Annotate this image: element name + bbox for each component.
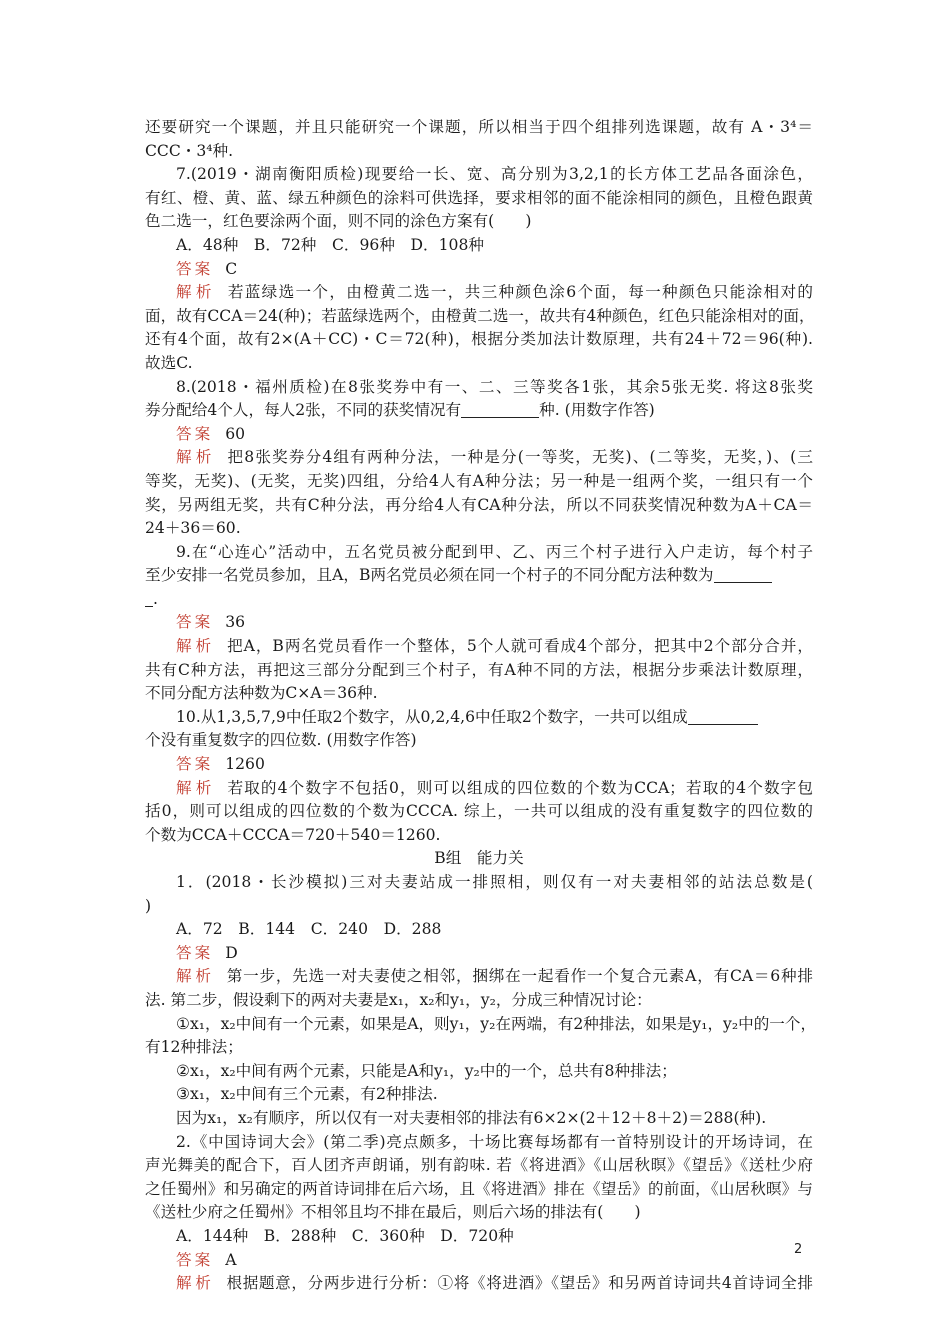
text-line xyxy=(145,140,813,164)
line-text: 共有C种方法，再把这三部分分配到三个村子，有A种不同的方法，根据分步乘法计数原理， xyxy=(145,660,813,679)
line-text: 有12种排法； xyxy=(145,1038,243,1057)
line-text: 第一步，先选一对夫妻使之相邻，捆绑在一起看作一个复合元素A，有CA＝6种排 xyxy=(226,967,813,986)
text-line xyxy=(145,1201,813,1225)
line-text: CCC・3⁴种. xyxy=(145,141,234,160)
text-line xyxy=(145,163,813,187)
text-line xyxy=(145,777,813,801)
text-line xyxy=(145,1272,813,1296)
text-line xyxy=(145,942,813,966)
text-line xyxy=(145,1083,813,1107)
line-text: 还要研究一个课题，并且只能研究一个课题，所以相当于四个组排列选课题，故有 A・3⁴＝ xyxy=(145,118,813,136)
line-text: 色二选一，红色要涂两个面，则不同的涂色方案有( ) xyxy=(145,212,532,231)
text-line xyxy=(145,918,813,942)
text-line xyxy=(145,1013,817,1037)
line-text: 36 xyxy=(225,613,246,632)
fill-in-blank xyxy=(145,590,153,607)
text-line xyxy=(145,470,813,494)
analysis-label: 解析 xyxy=(176,637,216,656)
line-text: 有红、橙、黄、蓝、绿五种颜色的涂料可供选择，要求相邻的面不能涂相同的颜色，且橙色跟黄 xyxy=(145,188,813,207)
line-text: 法. 第二步，假设剩下的两对夫妻是x₁，x₂和y₁，y₂，分成三种情况讨论： xyxy=(145,990,652,1009)
text-line xyxy=(145,682,813,706)
text-line xyxy=(145,210,813,234)
text-line xyxy=(145,399,813,423)
analysis-label: 解析 xyxy=(176,967,215,986)
text-line xyxy=(145,541,813,565)
document-body xyxy=(145,116,817,1296)
line-text: A xyxy=(225,1250,237,1269)
page-number: 2 xyxy=(794,1242,803,1257)
text-line xyxy=(145,1107,813,1131)
text-line xyxy=(145,965,813,989)
text-line xyxy=(145,1060,813,1084)
text-line xyxy=(145,895,813,919)
line-text: 2.《中国诗词大会》(第二季)亮点颇多，十场比赛每场都有一首特别设计的开场诗词，在 xyxy=(176,1132,813,1151)
line-text: 个数为CCA＋CCCA＝720＋540＝1260. xyxy=(145,825,441,844)
text-line xyxy=(145,1249,813,1273)
fill-in-blank xyxy=(688,708,758,725)
text-line xyxy=(145,1154,813,1178)
text-line xyxy=(145,611,813,635)
analysis-label: 解析 xyxy=(176,448,216,467)
line-text-after-blank: . xyxy=(153,589,158,608)
text-line xyxy=(145,1036,813,1060)
line-text: 1．(2018・长沙模拟)三对夫妻站成一排照相，则仅有一对夫妻相邻的站法总数是( xyxy=(176,873,813,891)
text-line xyxy=(145,494,813,518)
text-line xyxy=(145,753,813,777)
line-text: 因为x₁，x₂有顺序，所以仅有一对夫妻相邻的排法有6×2×(2＋12＋8＋2)＝288(种). xyxy=(176,1108,767,1127)
text-line xyxy=(145,1131,813,1155)
line-text: 8.(2018・福州质检)在8张奖券中有一、二、三等奖各1张，其余5张无奖. 将这8张奖 xyxy=(176,377,813,396)
line-text: 若蓝绿选一个，由橙黄二选一，共三种颜色涂6个面，每一种颜色只能涂相对的 xyxy=(227,283,813,302)
text-line xyxy=(145,635,813,659)
answer-label: 答案 xyxy=(176,755,214,774)
text-line xyxy=(145,800,813,824)
text-line xyxy=(145,328,813,352)
line-text: C xyxy=(225,259,238,278)
text-line xyxy=(145,989,813,1013)
line-text: 1260 xyxy=(225,755,265,774)
line-text: ) xyxy=(145,896,152,915)
text-line xyxy=(145,376,813,400)
analysis-label: 解析 xyxy=(176,778,216,797)
line-text: 面，故有CCA＝24(种)；若蓝绿选两个，由橙黄二选一，故共有4种颜色，红色只能涂相对的面， xyxy=(145,306,815,325)
text-line xyxy=(145,1225,813,1249)
line-text: 括0，则可以组成的四位数的个数为CCCA. 综上，一共可以组成的没有重复数字的四位数的 xyxy=(145,802,813,821)
text-line xyxy=(145,1178,813,1202)
line-text: 还有4个面，故有2×(A＋CC)・C＝72(种)，根据分类加法计数原理，共有24＋72＝96(种). xyxy=(145,330,813,349)
line-text: A．72 B．144 C．240 D．288 xyxy=(176,920,442,939)
text-line xyxy=(145,517,813,541)
line-text: 券分配给4个人，每人2张，不同的获奖情况有 xyxy=(145,401,462,420)
line-text: 60 xyxy=(225,424,246,443)
text-line xyxy=(145,187,813,211)
line-text-after-blank: 种. (用数字作答) xyxy=(539,401,655,420)
text-line xyxy=(145,706,813,730)
line-text: 至少安排一名党员参加，且A，B两名党员必须在同一个村子的不同分配方法种数为 xyxy=(145,566,714,585)
line-text: A．144种 B．288种 C．360种 D．720种 xyxy=(176,1226,514,1245)
answer-label: 答案 xyxy=(176,613,214,632)
line-text: A．48种 B．72种 C．96种 D．108种 xyxy=(176,235,484,254)
answer-label: 答案 xyxy=(176,1250,214,1269)
line-text: 把8张奖券分4组有两种分法，一种是分(一等奖，无奖)、(二等奖，无奖，)、(三 xyxy=(227,448,813,467)
answer-label: 答案 xyxy=(176,943,214,962)
line-text: 《送杜少府之任蜀州》不相邻且均不排在最后，则后六场的排法有( ) xyxy=(145,1203,641,1222)
line-text: 24＋36＝60. xyxy=(145,519,241,538)
line-text: ③x₁，x₂中间有三个元素，有2种排法. xyxy=(176,1085,438,1104)
text-line xyxy=(145,423,813,447)
text-line xyxy=(145,116,813,140)
fill-in-blank xyxy=(461,401,539,418)
line-text: 等奖，无奖)、(无奖，无奖)四组，分给4人有A种分法；另一种是一组两个奖，一组只有一个 xyxy=(145,471,813,490)
line-text: B组 能力关 xyxy=(434,849,524,868)
line-text: 个没有重复数字的四位数. (用数字作答) xyxy=(145,731,417,750)
fill-in-blank xyxy=(714,566,772,583)
text-line xyxy=(145,446,813,470)
line-text: 若取的4个数字不包括0，则可以组成的四位数的个数为CCA；若取的4个数字包 xyxy=(227,778,813,797)
answer-label: 答案 xyxy=(176,259,214,278)
text-line xyxy=(145,234,813,258)
line-text: 故选C. xyxy=(145,353,193,372)
analysis-label: 解析 xyxy=(176,1274,215,1293)
text-line xyxy=(145,659,813,683)
line-text: 奖，另两组无奖，共有C种分法，再分给4人有CA种分法，所以不同获奖情况种数为A＋CA＝ xyxy=(145,495,813,514)
text-line xyxy=(145,729,813,753)
line-text: ①x₁，x₂中间有一个元素，如果是A，则y₁，y₂在两端，有2种排法，如果是y₁，y₂中的一个， xyxy=(176,1014,817,1033)
line-text: ②x₁，x₂中间有两个元素，只能是A和y₁，y₂中的一个，总共有8种排法； xyxy=(176,1061,677,1080)
line-text: 把A，B两名党员看作一个整体，5个人就可看成4个部分，把其中2个部分合并， xyxy=(227,637,813,656)
line-text: 根据题意，分两步进行分析：①将《将进酒》《望岳》和另两首诗词共4首诗词全排 xyxy=(226,1274,813,1293)
analysis-label: 解析 xyxy=(176,283,216,302)
line-text: 9.在“心连心”活动中，五名党员被分配到甲、乙、丙三个村子进行入户走访，每个村子 xyxy=(176,542,813,561)
text-line xyxy=(145,352,813,376)
text-line xyxy=(145,564,813,588)
text-line xyxy=(145,588,813,612)
line-text: 7.(2019・湖南衡阳质检)现要给一长、宽、高分别为3,2,1的长方体工艺品各面涂色， xyxy=(176,165,813,184)
text-line xyxy=(145,847,813,871)
line-text: 10.从1,3,5,7,9中任取2个数字，从0,2,4,6中任取2个数字，一共可以组成 xyxy=(176,707,688,726)
line-text: 声光舞美的配合下，百人团齐声朗诵，别有韵味. 若《将进酒》《山居秋暝》《望岳》《送杜少府 xyxy=(145,1156,813,1175)
text-line xyxy=(145,824,813,848)
answer-label: 答案 xyxy=(176,424,214,443)
text-line xyxy=(145,871,813,895)
line-text: D xyxy=(225,943,238,962)
text-line xyxy=(145,281,813,305)
text-line xyxy=(145,258,813,282)
text-line xyxy=(145,305,813,329)
line-text: 不同分配方法种数为C×A＝36种. xyxy=(145,684,378,703)
line-text: 之任蜀州》和另确定的两首诗词排在后六场，且《将进酒》排在《望岳》的前面，《山居秋暝》与 xyxy=(145,1179,813,1198)
